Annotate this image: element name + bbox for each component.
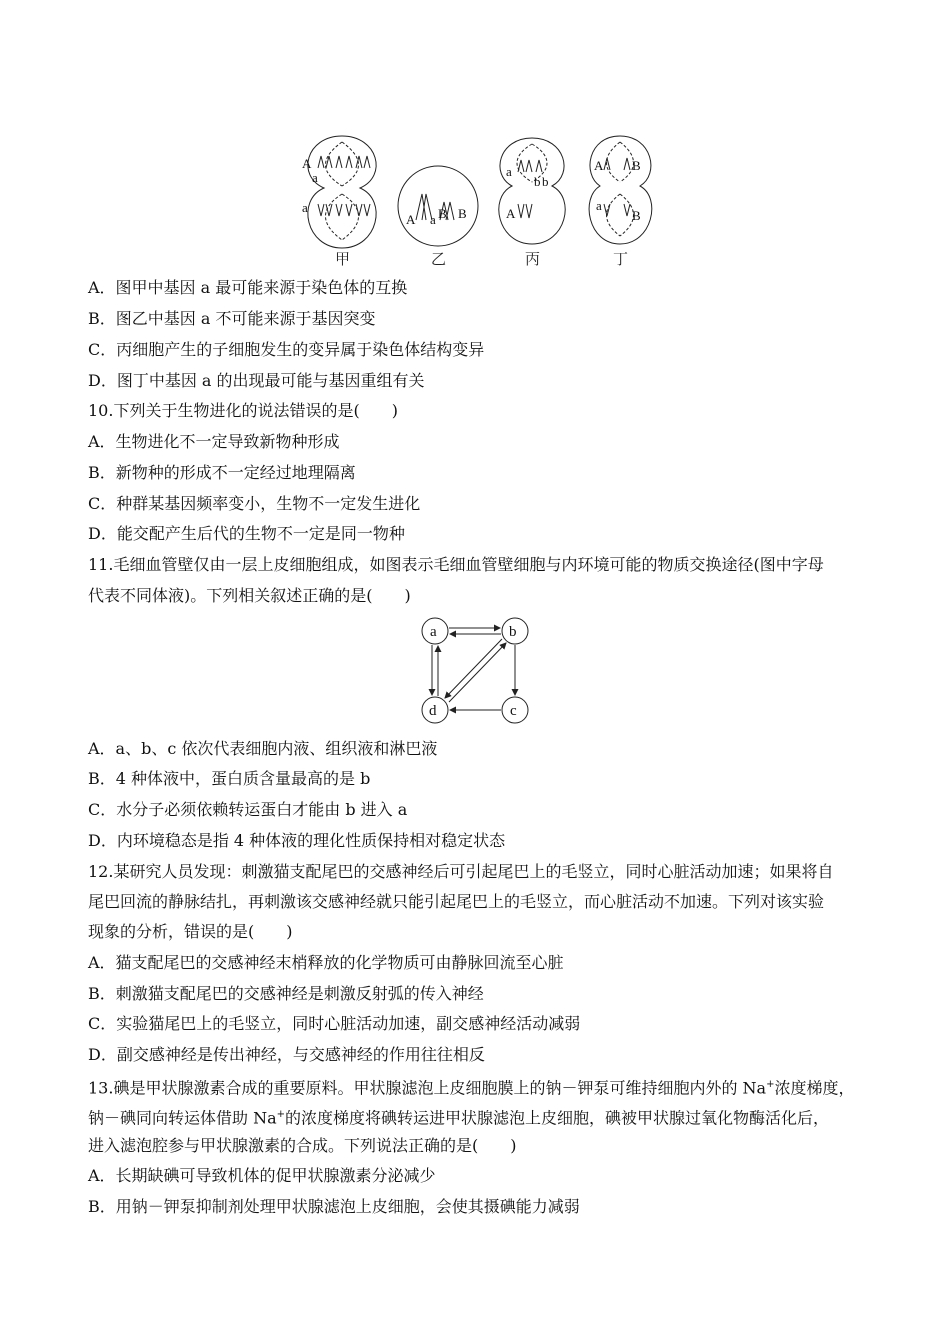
gene-label-B: B	[438, 206, 447, 221]
q10-option-c: C．种群某基因频率变小，生物不一定发生进化	[88, 494, 421, 513]
q12-option-a: A．猫支配尾巴的交感神经末梢释放的化学物质可由静脉回流至心脏	[88, 953, 564, 972]
q12-option-d: D．副交感神经是传出神经，与交感神经的作用往往相反	[88, 1045, 485, 1064]
q13-stem-line2: 钠－碘同向转运体借助 Na+的浓度梯度将碘转运进甲状腺滤泡上皮细胞，碘被甲状腺过氧化物酶活化后，	[88, 1108, 830, 1128]
gene-label-a: a	[506, 164, 512, 179]
q10-stem: 10.下列关于生物进化的说法错误的是( )	[88, 401, 398, 420]
q12-option-b: B．刺激猫支配尾巴的交感神经是刺激反射弧的传入神经	[88, 984, 484, 1003]
node-b-label: b	[509, 624, 517, 640]
q10-option-a: A．生物进化不一定导致新物种形成	[88, 432, 340, 451]
gene-label-B: B	[458, 206, 467, 221]
caption-bing: 丙	[525, 250, 541, 268]
gene-label-A: A	[594, 158, 604, 173]
caption-yi: 乙	[431, 250, 447, 268]
gene-label-A: A	[302, 156, 312, 171]
gene-label-A: A	[406, 212, 416, 227]
gene-label-a: a	[302, 200, 308, 215]
q10-option-b: B．新物种的形成不一定经过地理隔离	[88, 463, 356, 482]
node-a-label: a	[430, 624, 437, 640]
gene-label-a: a	[430, 212, 436, 227]
gene-label-B: B	[632, 158, 641, 173]
q13-option-b: B．用钠－钾泵抑制剂处理甲状腺滤泡上皮细胞，会使其摄碘能力减弱	[88, 1197, 580, 1216]
q13-stem-line1: 13.碘是甲状腺激素合成的重要原料。甲状腺滤泡上皮细胞膜上的钠－钾泵可维持细胞内外的 Na+浓度梯度，	[88, 1078, 855, 1098]
cell-division-figure	[290, 128, 660, 270]
q9-option-c: C．丙细胞产生的子细胞发生的变异属于染色体结构变异	[88, 340, 485, 359]
node-c-label: c	[510, 703, 517, 719]
caption-ding: 丁	[613, 250, 629, 268]
gene-label-a: a	[312, 170, 318, 185]
caption-jia: 甲	[335, 250, 351, 268]
q11-stem-line1: 11.毛细血管壁仅由一层上皮细胞组成，如图表示毛细血管壁细胞与内环境可能的物质交换途径(图中字母	[88, 555, 824, 574]
node-d-label: d	[429, 703, 437, 719]
q12-stem-line1: 12.某研究人员发现：刺激猫支配尾巴的交感神经后可引起尾巴上的毛竖立，同时心脏活动加速；如果将自	[88, 862, 834, 881]
gene-label-B: B	[632, 208, 641, 223]
q13-option-a: A．长期缺碘可导致机体的促甲状腺激素分泌减少	[88, 1166, 436, 1185]
q9-option-d: D．图丁中基因 a 的出现最可能与基因重组有关	[88, 371, 425, 390]
q10-option-d: D．能交配产生后代的生物不一定是同一物种	[88, 524, 405, 543]
gene-label-b: b	[534, 174, 541, 189]
q11-option-c: C．水分子必须依赖转运蛋白才能由 b 进入 a	[88, 800, 408, 819]
q12-stem-line3: 现象的分析，错误的是( )	[88, 922, 293, 941]
q12-stem-line2: 尾巴回流的静脉结扎，再刺激该交感神经就只能引起尾巴上的毛竖立，而心脏活动不加速。下列对该实验	[88, 892, 825, 911]
q9-option-b: B．图乙中基因 a 不可能来源于基因突变	[88, 309, 376, 328]
q11-option-b: B．4 种体液中，蛋白质含量最高的是 b	[88, 769, 371, 788]
q13-stem-line3: 进入滤泡腔参与甲状腺激素的合成。下列说法正确的是( )	[88, 1136, 517, 1155]
q11-stem-line2: 代表不同体液)。下列相关叙述正确的是( )	[88, 586, 411, 605]
body-fluid-exchange-diagram	[412, 612, 538, 728]
q9-option-a: A．图甲中基因 a 最可能来源于染色体的互换	[88, 278, 408, 297]
gene-label-A: A	[506, 206, 516, 221]
q11-option-a: A．a、b、c 依次代表细胞内液、组织液和淋巴液	[88, 739, 438, 758]
q12-option-c: C．实验猫尾巴上的毛竖立，同时心脏活动加速，副交感神经活动减弱	[88, 1014, 581, 1033]
q11-option-d: D．内环境稳态是指 4 种体液的理化性质保持相对稳定状态	[88, 831, 506, 850]
gene-label-a: a	[596, 198, 602, 213]
gene-label-b: b	[542, 174, 549, 189]
